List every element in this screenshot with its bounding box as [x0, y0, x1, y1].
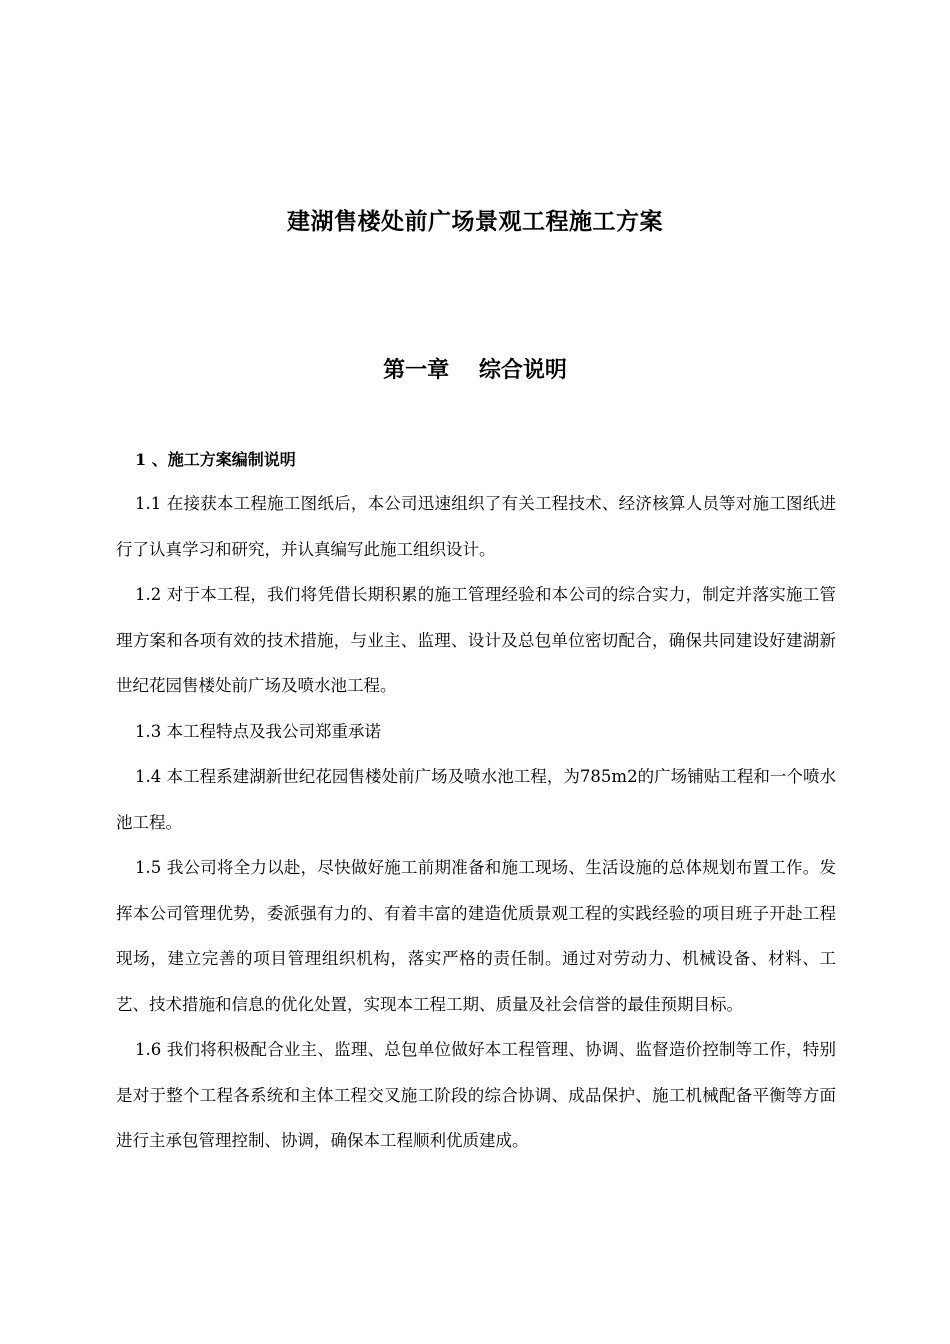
paragraph-1-4: 1.4 本工程系建湖新世纪花园售楼处前广场及喷水池工程，为785m2的广场铺贴工程和一个喷水池工程。 [116, 767, 836, 832]
paragraph-1-2: 1.2 对于本工程，我们将凭借长期积累的施工管理经验和本公司的综合实力，制定并落实施工管理方案和各项有效的技术措施，与业主、监理、设计及总包单位密切配合，确保共同建设好建湖新世纪花园售楼处前广场及喷水池工程。 [116, 585, 836, 695]
chapter-title: 第一章 综合说明 [383, 357, 567, 383]
body-text [116, 481, 836, 1164]
section-heading: 1 、施工方案编制说明 [135, 450, 296, 469]
paragraph-1-1: 1.1 在接获本工程施工图纸后，本公司迅速组织了有关工程技术、经济核算人员等对施工图纸进行了认真学习和研究，并认真编写此施工组织设计。 [116, 494, 836, 559]
document-title: 建湖售楼处前广场景观工程施工方案 [287, 208, 663, 235]
paragraph-1-3: 1.3 本工程特点及我公司郑重承诺 [135, 721, 381, 741]
paragraph-1-5: 1.5 我公司将全力以赴，尽快做好施工前期准备和施工现场、生活设施的总体规划布置工作。发挥本公司管理优势，委派强有力的、有着丰富的建造优质景观工程的实践经验的项目班子开赴工程现场，建立完善的项目管理组织机构，落实严格的责任制。通过对劳动力、机械设备、材料、工艺、技术措施和信息的优化处置，实现本工程工期、质量及社会信誉的最佳预期目标。 [116, 858, 836, 1014]
paragraph-1-6: 1.6 我们将积极配合业主、监理、总包单位做好本工程管理、协调、监督造价控制等工作，特别是对于整个工程各系统和主体工程交叉施工阶段的综合协调、成品保护、施工机械配备平衡等方面进行主承包管理控制、协调，确保本工程顺利优质建成。 [116, 1040, 836, 1150]
